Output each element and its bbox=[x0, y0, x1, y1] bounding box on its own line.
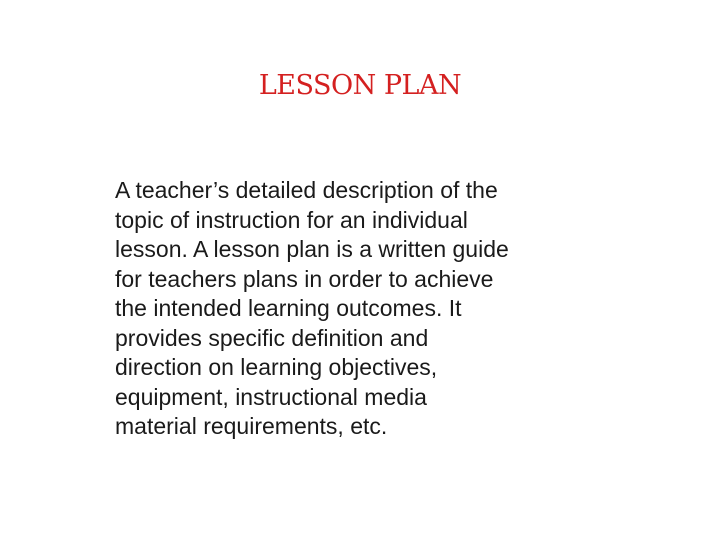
body-text-line: material requirements, etc. bbox=[115, 413, 388, 439]
body-text-line: direction on learning objectives, bbox=[115, 354, 438, 380]
body-text-line: provides specific definition and bbox=[115, 324, 429, 351]
body-text-line: lesson. A lesson plan is a written guide bbox=[115, 236, 509, 262]
body-text-line: equipment, instructional media bbox=[115, 383, 427, 410]
slide-title: LESSON PLAN bbox=[258, 70, 462, 101]
slide-body-text bbox=[115, 176, 615, 442]
body-text-line: A teacher’s detailed description of the bbox=[115, 177, 498, 203]
body-text-line: for teachers plans in order to achieve bbox=[115, 265, 494, 292]
body-text-line: topic of instruction for an individual bbox=[115, 206, 468, 233]
body-text-line: the intended learning outcomes. It bbox=[115, 295, 462, 321]
